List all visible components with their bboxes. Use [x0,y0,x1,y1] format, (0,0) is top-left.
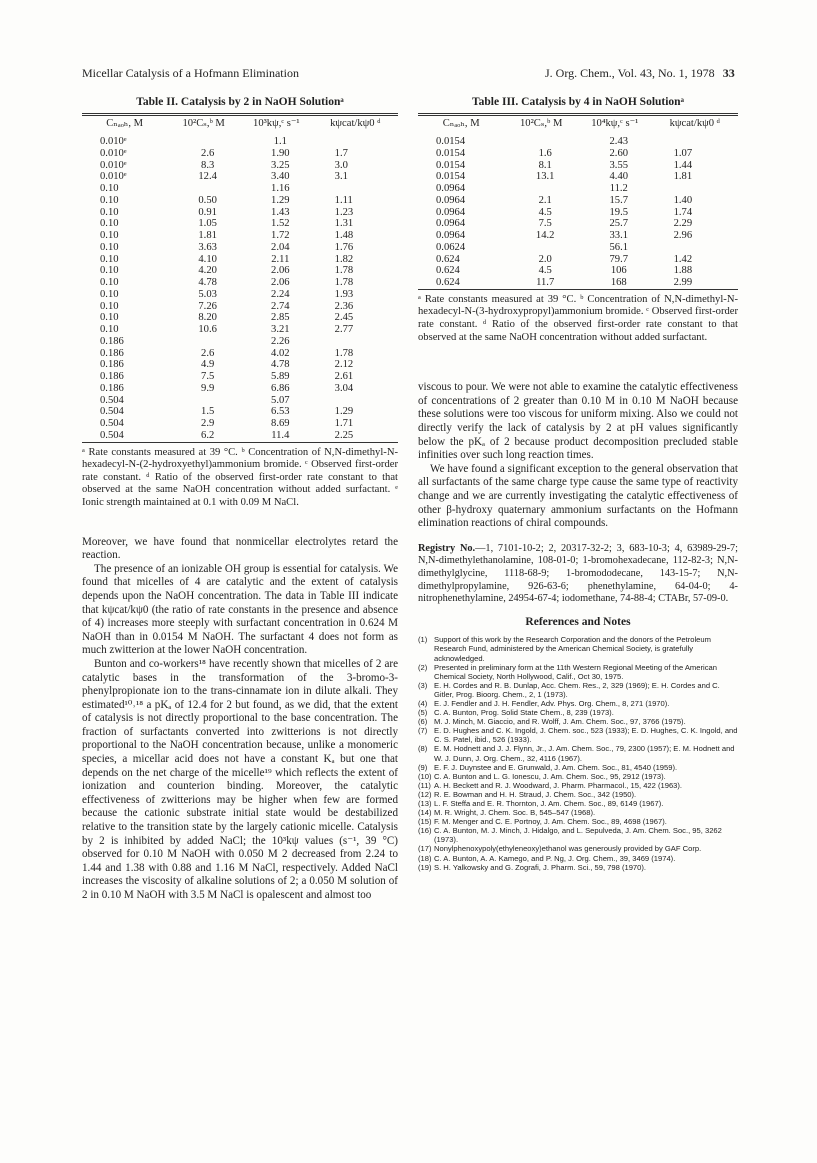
table2-cell: 1.76 [334,241,354,253]
table2-cell: 1.72 [271,230,290,242]
table3-cell: 0.0154 [436,159,466,171]
reference-number: (2) [418,662,428,672]
table3-row [418,171,738,183]
table2-row [82,406,398,418]
table2-cell: 2.61 [334,371,354,383]
table3-cell: 2.29 [673,218,693,230]
table2-cell: 11.4 [271,429,290,441]
left-column [82,96,398,903]
table3-cell: 0.624 [436,277,460,289]
table2-cell: 2.12 [334,359,354,371]
table2-cell: 0.010ᵉ [100,147,127,159]
reference-item [418,681,738,699]
table2-cell: 8.3 [201,159,215,171]
table2-row [82,418,398,430]
table2-cell: 5.07 [271,394,290,406]
table2-cell: 3.25 [271,159,290,171]
references-title: References and Notes [525,615,631,628]
table2-cell: 6.86 [271,382,290,394]
table2-cell: 5.03 [198,288,217,300]
table2-cell: 0.10 [100,300,119,312]
table2-cell: 4.78 [271,359,290,371]
table3-cell: 13.1 [535,171,555,183]
table3-cell: 0.0154 [436,147,466,159]
table2-cell: 0.186 [100,359,124,371]
table2-cell: 0.10 [100,324,119,336]
table2-cell: 2.25 [334,429,354,441]
table2-row [82,195,398,207]
reference-text: E. D. Hughes and C. K. Ingold, J. Chem. soc., 523 (1933); E. D. Hughes, C. K. Ingold, and C. S. Patel, ibid., 526 (1933). [434,726,738,745]
table3-cell: 0.0964 [436,183,466,195]
table3-cell: 1.6 [538,147,552,159]
table2-cell: 2.04 [271,241,290,253]
table2-cell: 0.10 [100,183,119,195]
table2-row [82,218,398,230]
table3-cell: 1.44 [673,159,693,171]
table2-cell: 3.40 [271,171,290,183]
table3-cell [652,183,738,195]
table2-cell [167,336,240,348]
table3-cell: 19.5 [609,206,629,218]
table2-cell: 3.21 [271,324,290,336]
table2-cell: 0.10 [100,265,119,277]
table2-cell: 8.20 [198,312,217,324]
table3-cell: 25.7 [609,218,629,230]
reference-number: (15) [418,817,432,827]
table-2-footnote: ᵃ Rate constants measured at 39 °C. ᵇ Concentration of N,N-dimethyl-N-hexadecyl-N-(2-hydroxyethyl)ammonium bromide. ᶜ Observed first-order rate constant. ᵈ Ratio of the observed first-order rate constant to that observed at the same NaOH concentration without added surfactant. ᵉ Ionic strength maintained at 0.1 with 0.09 M NaCl. [82,446,398,508]
table3-cell: 15.7 [609,194,629,206]
table2-row [82,289,398,301]
table3-cell: 1.74 [673,206,693,218]
table3-cell [504,242,578,254]
table2-cell: 1.16 [271,183,290,195]
table3-cell: 79.7 [609,253,629,265]
table2-cell [167,183,240,195]
reference-number: (16) [418,826,432,836]
table2-cell: 0.504 [100,406,124,418]
table3-cell: 2.60 [609,147,629,159]
table2-cell: 7.5 [201,371,215,383]
table2-cell: 1.78 [334,265,354,277]
table2-cell: 2.26 [271,335,290,347]
table3-cell: 1.07 [673,147,693,159]
table2-cell: 0.10 [100,277,119,289]
reference-text: E. M. Hodnett and J. J. Flynn, Jr., J. Am. Chem. Soc., 79, 2300 (1957); E. M. Hodnett and W. J. Dunn, J. Org. Chem., 32, 4116 (1967). [434,744,735,763]
table2-cell: 8.69 [271,418,290,430]
table2-cell: 6.53 [271,406,290,418]
table2-cell: 0.186 [100,335,124,347]
table2-cell: 1.93 [334,288,354,300]
table2-cell: 0.10 [100,288,119,300]
reference-item [418,708,738,717]
table3-row [418,277,738,289]
registry-label: Registry No. [418,542,476,554]
table2-cell: 1.5 [201,406,215,418]
table2-cell [313,132,398,148]
table2-row [82,207,398,219]
table3-cell: 168 [610,277,627,289]
table2-cell: 0.10 [100,241,119,253]
reference-item [418,699,738,708]
table2-cell: 1.05 [198,218,217,230]
table3-cell: 0.0154 [436,136,466,148]
table2-cell: 2.6 [201,347,215,359]
reference-item [418,663,738,681]
reference-item [418,844,738,853]
table2-cell: 1.43 [271,206,290,218]
table3-cell: 0.0964 [436,218,466,230]
table3-row [418,148,738,160]
reference-text: E. F. J. Duynstee and E. Grunwald, J. Am. Chem. Soc., 81, 4540 (1959). [434,762,678,772]
reference-item [418,781,738,790]
table-2-body [82,132,398,442]
table2-cell: 1.71 [334,418,354,430]
table3-header-cell: kψcat/kψ0 ᵈ [669,117,720,129]
reference-number: (8) [418,744,428,754]
table2-cell: 0.10 [100,230,119,242]
reference-number: (14) [418,808,432,818]
reference-number: (17) [418,844,432,854]
table-3-title: Table III. Catalysis by 4 in NaOH Solutionᵃ [472,96,684,108]
table2-cell: 4.78 [198,277,217,289]
table2-cell: 0.504 [100,394,124,406]
table2-row [82,383,398,395]
right-body-text [418,381,738,531]
reference-text: C. A. Bunton, A. A. Kamego, and P. Ng, J. Org. Chem., 39, 3469 (1974). [434,853,676,863]
table2-cell: 3.1 [334,171,348,183]
reference-item [418,826,738,844]
table3-cell: 11.2 [609,183,628,195]
registry-text: —1, 7101-10-2; 2, 20317-32-2; 3, 683-10-3; 4, 63989-29-7; N,N-dimethylethanolamine, 108-01-0; 1-bromohexadecane, 112-82-3; N,N-dimethylglycine, 1118-68-9; 1-bromododecane, 143-15-7; N,N-dimethylpropylamine, 926-63-6; phenethylamine, 64-04-0; 4-nitrophenethylamine, 24954-67-4; iodomethane, 74-88-4; CTABr, 57-09-0. [418,542,739,605]
running-title: Micellar Catalysis of a Hofmann Elimination [82,66,299,80]
table2-row [82,171,398,183]
table2-cell: 0.10 [100,206,119,218]
table2-row [82,359,398,371]
table2-cell: 1.78 [334,277,354,289]
table2-cell: 0.10 [100,194,119,206]
registry-numbers [418,543,738,606]
table3-row [418,242,738,254]
table2-cell: 1.81 [198,230,217,242]
table3-header-cell: Cₙₐₒₕ, M [442,117,480,129]
table3-row [418,230,738,242]
body-paragraph: The presence of an ionizable OH group is essential for catalysis. We found that micelles of 4 are catalytic and the extent of catalysis depends upon the NaOH concentration. The data in Table III indicate that kψcat/kψ0 (the ratio of rate constants in the presence and absence of 4) increases more steeply with surfactant concentration in 0.624 M NaOH than in 0.0154 M NaOH. The surfactant 4 does not form as much zwitterion at the lower NaOH concentration. [82,562,398,657]
table2-cell: 1.31 [334,218,354,230]
table2-row [82,183,398,195]
reference-text: L. F. Steffa and E. R. Thornton, J. Am. Chem. Soc., 89, 6149 (1967). [434,799,664,808]
table2-cell: 1.52 [271,218,290,230]
table3-cell: 56.1 [609,241,629,253]
table3-cell: 3.55 [609,159,629,171]
references-list [418,635,738,871]
table2-cell: 0.10 [100,218,119,230]
table3-cell: 1.88 [673,265,693,277]
table3-cell: 1.40 [673,194,693,206]
table2-cell: 1.48 [334,230,354,242]
table2-cell: 2.77 [334,324,354,336]
reference-text: C. A. Bunton and L. G. Ionescu, J. Am. Chem. Soc., 95, 2912 (1973). [434,771,666,781]
table2-cell [313,395,398,407]
table2-cell: 1.7 [334,147,348,159]
reference-text: Support of this work by the Research Corporation and the donors of the Petroleum Research Fund, administered by the American Chemical Society, is gratefully acknowledged. [434,635,711,663]
table2-row [82,336,398,348]
table2-cell: 0.91 [198,206,217,218]
table3-row [418,160,738,172]
table2-cell: 12.4 [198,171,217,183]
reference-text: S. H. Yalkowsky and G. Zografi, J. Pharm. Sci., 59, 798 (1970). [434,862,647,872]
table-3-body [418,132,738,289]
table3-row [418,254,738,266]
reference-text: Presented in preliminary form at the 11th Western Regional Meeting of the American Chemical Society, North Hollywood, Calif., Oct 30, 1975. [434,662,717,681]
table3-cell: 0.0624 [436,241,466,253]
table3-cell: 7.5 [538,218,552,230]
table2-cell: 10.6 [198,324,217,336]
table2-row [82,160,398,172]
table2-cell: 3.63 [198,241,217,253]
table-3 [418,96,738,344]
reference-item [418,854,738,863]
table-3-bottom-rule [418,289,738,290]
reference-text: E. H. Cordes and R. B. Dunlap, Acc. Chem. Res., 2, 329 (1969); E. H. Cordes and C. Gitler, Prog. Bioorg. Chem., 2, 1 (1973). [434,680,720,699]
table3-cell: 2.43 [609,136,629,148]
table2-cell: 1.78 [334,347,354,359]
table2-cell: 1.90 [271,147,290,159]
table2-cell: 0.010ᵉ [100,136,127,148]
table2-cell: 2.6 [201,147,215,159]
table2-cell: 2.9 [201,418,215,430]
table2-cell: 0.10 [100,312,119,324]
reference-number: (1) [418,635,428,645]
table-2-top-rule [82,113,398,114]
table2-cell [313,336,398,348]
table2-row [82,312,398,324]
table3-cell [652,242,738,254]
table3-cell: 2.0 [538,253,552,265]
table2-row [82,254,398,266]
table3-cell: 1.42 [673,253,693,265]
table2-row [82,265,398,277]
table-2-bottom-rule [82,442,398,443]
table2-row [82,242,398,254]
table2-row [82,132,398,148]
reference-number: (9) [418,762,428,772]
table2-cell: 0.504 [100,418,124,430]
table2-row [82,230,398,242]
table3-cell: 0.0964 [436,194,466,206]
reference-text: C. A. Bunton, Prog. Solid State Chem., 8, 239 (1973). [434,708,614,718]
table3-cell: 11.7 [536,277,555,289]
table3-cell: 0.624 [436,265,460,277]
table2-cell: 0.010ᵉ [100,171,127,183]
table2-cell: 2.06 [271,277,290,289]
reference-item [418,635,738,662]
table2-row [82,324,398,336]
reference-text: E. J. Fendler and J. H. Fendler, Adv. Phys. Org. Chem., 8, 271 (1970). [434,698,670,708]
reference-text: A. H. Beckett and R. J. Woodward, J. Pharm. Pharmacol., 15, 422 (1963). [434,780,683,790]
reference-number: (3) [418,680,428,690]
table2-row [82,301,398,313]
table3-cell: 14.2 [535,230,555,242]
table2-cell: 1.11 [334,194,353,206]
table3-row [418,207,738,219]
body-paragraph: We have found a significant exception to the general observation that all surfactants of the same charge type cause the same type of reactivity change and we are currently investigating the catalytic effectiveness of other β-hydroxy quaternary ammonium surfactants on the Hofmann elimination reactions of chiral compounds. [418,462,738,530]
body-paragraph: Bunton and co-workers¹⁸ have recently shown that micelles of 2 are catalytic bases in the transformation of the 3-bromo-3-phenylpropionate ion to the trans-cinnamate ion in dilute alkali. They estimated¹⁰˒¹⁸ a pKₐ of 12.4 for 2 but found, as we did, that the extent of catalysis is not directly proportional to the base concentration. The fraction of surfactants converted into zwitterions is not directly proportional to the NaOH concentration because, unlike a monomeric species, a micellar acid does not have a constant Kₐ but one that depends on the net charge of the micelle¹⁹ which reflects the extent of ionization and counterion binding. Moreover, the catalytic effectiveness of zwitterions may be higher when few are formed because the cationic substrate initial state would be destabilized relative to the transition state by the largely cationic micelle. Catalysis by 2 is inhibited by added NaCl; the 10³kψ values (s⁻¹, 39 °C) observed for 0.10 M NaOH with 0.050 M 2 decreased from 2.24 to 1.44 and 1.38 with 0.88 and 1.16 M NaCl, respectively. Added NaCl increases the viscosity of alkaline solutions of 2; a 0.050 M solution of 2 in 0.10 M NaOH with 3.5 M NaCl is opalescent and almost too [82,657,398,901]
left-body-text [82,536,398,903]
table-2-grid [82,116,398,442]
table2-cell: 1.29 [271,194,290,206]
table3-cell: 4.5 [538,265,552,277]
table2-cell: 4.02 [271,347,290,359]
table-2-header-row [82,116,398,133]
table2-cell: 3.04 [334,382,354,394]
table3-cell: 0.0964 [436,230,466,242]
table2-cell: 1.1 [273,136,287,148]
reference-number: (6) [418,717,428,727]
table2-cell: 2.45 [334,312,354,324]
table3-cell [504,132,578,148]
table3-cell [504,183,578,195]
reference-item [418,717,738,726]
table2-cell: 2.36 [334,300,354,312]
table2-cell: 4.10 [198,253,217,265]
reference-number: (11) [418,780,431,790]
table3-header-cell: 10²Cₛ,ᵇ M [519,117,563,129]
table3-header-cell: 10⁴kψ,ᶜ s⁻¹ [591,117,639,129]
body-paragraph: viscous to pour. We were not able to examine the catalytic effectiveness of concentrations of 2 greater than 0.10 M in 0.10 M NaOH because these solutions were too viscous for uniform mixing. Also we could not directly verify the lack of catalysis by 2 at pH values significantly below the pKₐ of 2 because product decomposition precluded stable infinities over such long reaction times. [418,381,738,462]
table2-cell: 0.186 [100,382,124,394]
reference-item [418,808,738,817]
table2-cell: 0.186 [100,371,124,383]
table2-header-cell: 10²Cₛ,ᵇ M [182,117,225,129]
table2-row [82,430,398,442]
table3-row [418,183,738,195]
table2-header-cell: Cₙₐₒₕ, M [106,117,144,129]
table2-cell: 5.89 [271,371,290,383]
reference-item [418,790,738,799]
table3-cell: 106 [610,265,627,277]
table2-cell [167,132,240,148]
reference-item [418,863,738,872]
table3-row [418,265,738,277]
table2-cell: 2.74 [271,300,290,312]
table2-row [82,348,398,360]
table2-cell: 4.9 [201,359,215,371]
table3-row [418,195,738,207]
table2-cell: 6.2 [201,429,215,441]
table2-cell: 0.186 [100,347,124,359]
table2-header-cell: 10³kψ,ᶜ s⁻¹ [253,117,300,129]
reference-number: (12) [418,789,432,799]
journal-name: J. Org. Chem., Vol. 43, No. 1, 1978 [545,66,715,80]
table2-cell: 7.26 [198,300,217,312]
reference-item [418,772,738,781]
table3-cell: 0.0964 [436,206,466,218]
table2-cell: 0.10 [100,253,119,265]
table2-cell: 0.010ᵉ [100,159,127,171]
table2-cell: 4.20 [198,265,217,277]
table3-cell: 33.1 [609,230,629,242]
table3-cell: 0.624 [436,253,460,265]
reference-number: (18) [418,853,432,863]
table-2 [82,96,398,510]
table-3-header-row [418,116,738,133]
table2-cell: 3.0 [334,159,348,171]
reference-text: C. A. Bunton, M. J. Minch, J. Hidalgo, and L. Sepulveda, J. Am. Chem. Soc., 95, 3262 (1973). [434,826,722,845]
table2-row [82,148,398,160]
table3-row [418,132,738,148]
journal-citation [545,66,735,81]
table2-cell: 2.11 [271,253,290,265]
right-column [418,96,738,872]
table-3-grid [418,116,738,289]
reference-text: F. M. Menger and C. E. Portnoy, J. Am. Chem. Soc., 89, 4698 (1967). [434,817,667,827]
table3-cell: 1.81 [673,171,693,183]
table3-cell: 2.1 [538,194,552,206]
reference-item [418,763,738,772]
table2-cell: 2.85 [271,312,290,324]
table2-cell: 2.24 [271,288,290,300]
table3-cell: 2.99 [673,277,693,289]
table2-cell: 0.50 [198,194,217,206]
table2-cell: 1.23 [334,206,354,218]
reference-text: Nonylphenoxypoly(ethyleneoxy)ethanol was generously provided by GAF Corp. [434,844,702,854]
reference-text: M. J. Minch, M. Giaccio, and R. Wolff, J. Am. Chem. Soc., 97, 3766 (1975). [434,717,686,727]
table2-row [82,395,398,407]
reference-number: (13) [418,799,432,808]
table2-row [82,371,398,383]
reference-number: (10) [418,771,432,781]
table2-cell: 9.9 [201,382,215,394]
reference-number: (5) [418,708,428,718]
table-2-title: Table II. Catalysis by 2 in NaOH Solutionᵃ [136,96,344,108]
table3-cell: 0.0154 [436,171,466,183]
table3-cell: 4.40 [609,171,629,183]
table2-cell: 0.504 [100,429,124,441]
table3-cell: 2.96 [673,230,693,242]
reference-item [418,799,738,808]
reference-item [418,726,738,744]
table2-row [82,277,398,289]
reference-number: (7) [418,726,428,736]
table3-cell: 8.1 [538,159,552,171]
table-3-top-rule [418,113,738,114]
body-paragraph: Moreover, we have found that nonmicellar electrolytes retard the reaction. [82,535,398,562]
reference-number: (19) [418,862,432,872]
table2-cell [313,183,398,195]
table2-cell: 2.06 [271,265,290,277]
table-3-footnote: ᵃ Rate constants measured at 39 °C. ᵇ Concentration of N,N-dimethyl-N-hexadecyl-N-(3-hydroxypropyl)ammonium bromide. ᶜ Observed first-order rate constant. ᵈ Ratio of the observed first-order rate constant to that observed at the same NaOH concentration without added surfactant. [418,293,738,343]
table3-cell [652,132,738,148]
table3-row [418,218,738,230]
reference-item [418,817,738,826]
table3-cell: 4.5 [538,206,552,218]
reference-text: R. E. Bowman and H. H. Straud, J. Chem. Soc., 342 (1950). [434,789,637,799]
table2-header-cell: kψcat/kψ0 ᵈ [330,117,381,129]
page-number: 33 [722,66,735,80]
reference-text: M. R. Wright, J. Chem. Soc. B, 545–547 (1968). [434,808,596,818]
reference-item [418,744,738,762]
table2-cell [167,395,240,407]
table2-cell: 1.82 [334,253,354,265]
table2-cell: 1.29 [334,406,354,418]
reference-number: (4) [418,698,428,708]
